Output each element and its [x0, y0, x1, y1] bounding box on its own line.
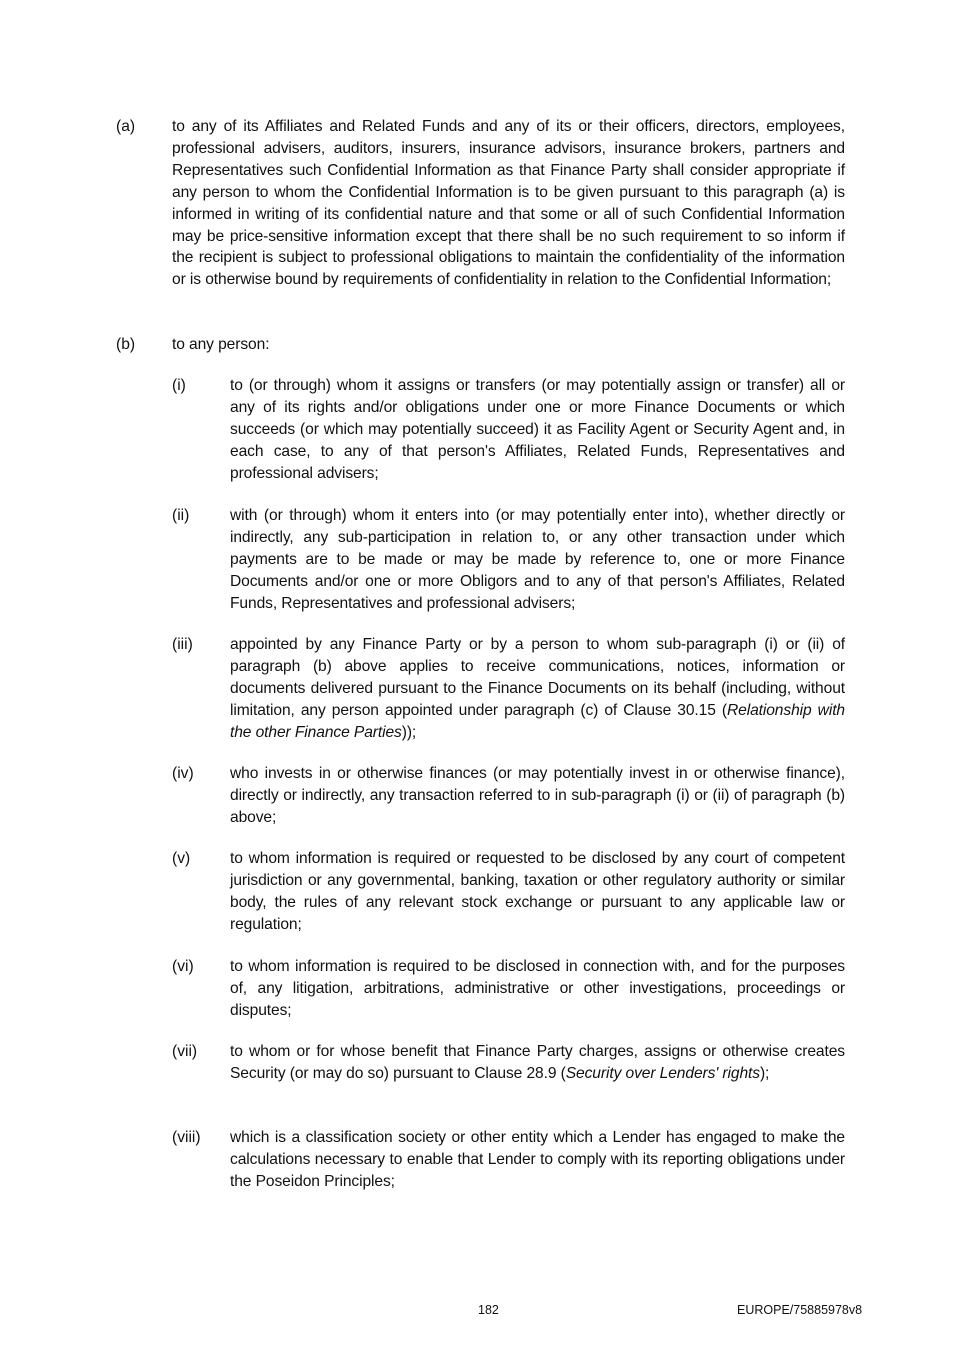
sub-iv-label: (iv) — [172, 765, 194, 782]
sub-iii-text-after: )); — [401, 723, 417, 741]
item-b-label: (b) — [116, 336, 136, 353]
sub-ii-label: (ii) — [172, 507, 190, 524]
sub-iv-text: who invests in or otherwise finances (or may potentially invest in or otherwise finance), directly or indirectly, any transaction referred to in sub-paragraph (i) or (ii) of paragraph (b) above; — [230, 765, 845, 826]
sub-iii-text-before: appointed by any Finance Party or by a person to whom sub-paragraph (i) or (ii) of paragraph (b) above applies to receive communications, notices, information or documents delivered pursuant to the Finance Documents on its behalf (including, without limitation, any person appointed under paragraph (c) of Clause 30.15 ( — [230, 636, 845, 719]
sub-viii-label: (viii) — [172, 1129, 201, 1146]
sub-iii-text — [230, 634, 845, 744]
sub-v-text: to whom information is required or requested to be disclosed by any court of competent jurisdiction or any governmental, banking, taxation or other regulatory authority or similar body, the rules of any relevant stock exchange or pursuant to any applicable law or regulation; — [230, 850, 845, 933]
sub-vii-text-after: ); — [759, 1064, 770, 1082]
sub-vii-text-before: to whom or for whose benefit that Finance Party charges, assigns or otherwise creates Security (or may do so) pursuant to Clause 28.9 ( — [230, 1043, 845, 1082]
document-reference: EUROPE/75885978v8 — [737, 1303, 863, 1317]
item-a-text: to any of its Affiliates and Related Funds and any of its or their officers, directors, employees, professional advisers, auditors, insurers, insurance advisors, insurance brokers, partners and Representatives such Confidential Information as that Finance Party shall consider appropriate if any person to whom the Confidential Information is to be given pursuant to this paragraph (a) is informed in writing of its confidential nature and that some or all of such Confidential Information may be price-sensitive information except that there shall be no such requirement to so inform if the recipient is subject to professional obligations to maintain the confidentiality of the information or is otherwise bound by requirements of confidentiality in relation to the Confidential Information; — [172, 118, 845, 289]
sub-i-label: (i) — [172, 377, 186, 394]
item-b-text: to any person: — [172, 336, 270, 353]
sub-vi-label: (vi) — [172, 958, 194, 975]
sub-vi-text: to whom information is required to be disclosed in connection with, and for the purposes of, any litigation, arbitrations, administrative or other investigations, proceedings or disputes; — [230, 958, 845, 1019]
page-number: 182 — [478, 1303, 499, 1317]
sub-ii-text: with (or through) whom it enters into (or may potentially enter into), whether directly or indirectly, any sub-participation in relation to, or any other transaction under which payments are to be made or may be made by reference to, one or more Finance Documents and/or one or more Obligors and to any of that person's Affiliates, Related Funds, Representatives and professional advisers; — [230, 507, 845, 612]
sub-vii-text-italic: Security over Lenders' rights — [565, 1064, 760, 1082]
sub-viii-text: which is a classification society or other entity which a Lender has engaged to make the calculations necessary to enable that Lender to comply with its reporting obligations under the Poseidon Principles; — [230, 1129, 845, 1190]
sub-iii-label: (iii) — [172, 636, 193, 653]
sub-v-label: (v) — [172, 850, 191, 867]
item-a-label: (a) — [116, 118, 136, 135]
sub-vii-label: (vii) — [172, 1043, 198, 1060]
sub-vii-text — [230, 1041, 845, 1085]
sub-iii-text-italic: Relationship with the other Finance Parties — [230, 701, 846, 741]
sub-i-text: to (or through) whom it assigns or transfers (or may potentially assign or transfer) all or any of its rights and/or obligations under one or more Finance Documents or which succeeds (or which may potentially succeed) it as Facility Agent or Security Agent and, in each case, to any of that person's Affiliates, Related Funds, Representatives and professional advisers; — [230, 377, 845, 482]
